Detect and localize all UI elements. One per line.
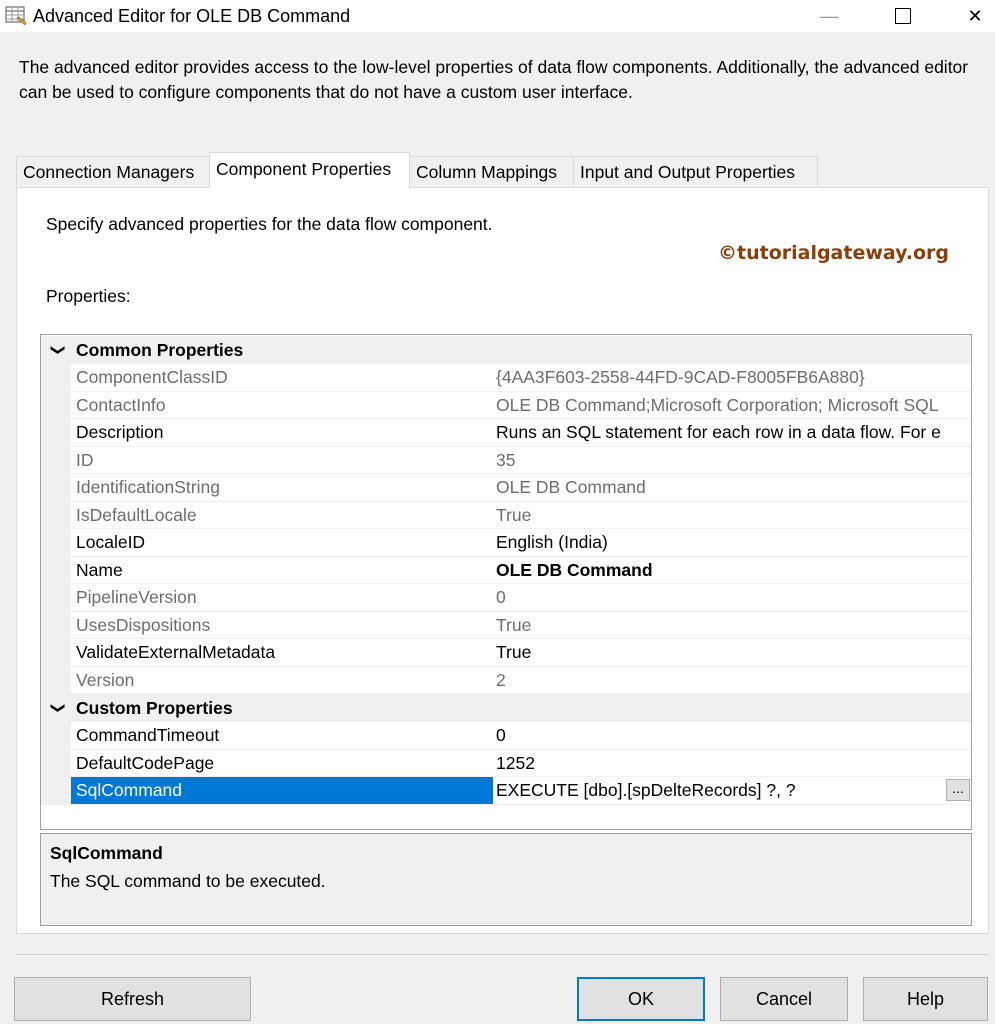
property-row-usesdispositions[interactable]	[41, 612, 971, 640]
property-value[interactable]: 35	[493, 447, 971, 475]
help-text: The SQL command to be executed.	[50, 871, 326, 891]
property-row-pipelineversion[interactable]	[41, 584, 971, 612]
cancel-button[interactable]: Cancel	[720, 977, 848, 1021]
property-name: IsDefaultLocale	[71, 502, 493, 530]
help-button[interactable]: Help	[863, 977, 988, 1021]
category-common-properties[interactable]	[41, 336, 971, 364]
row-gutter	[41, 474, 71, 502]
row-gutter	[41, 392, 71, 420]
property-value[interactable]: OLE DB Command	[493, 474, 971, 502]
property-value[interactable]: 0	[493, 584, 971, 612]
property-name: DefaultCodePage	[71, 750, 493, 778]
app-table-icon	[5, 6, 27, 26]
row-gutter	[41, 419, 71, 447]
tab-component-properties[interactable]: Component Properties	[209, 152, 410, 188]
tab-input-output-properties[interactable]: Input and Output Properties	[573, 156, 818, 186]
property-row-sqlcommand[interactable]	[41, 777, 971, 805]
window-title: Advanced Editor for OLE DB Command	[33, 6, 351, 26]
property-value[interactable]: 0	[493, 722, 971, 750]
row-gutter	[41, 529, 71, 557]
property-name: IdentificationString	[71, 474, 493, 502]
property-value[interactable]: True	[493, 612, 971, 640]
property-name: ComponentClassID	[71, 364, 493, 392]
panel-hint: Specify advanced properties for the data flow component.	[46, 214, 493, 234]
property-name: SqlCommand	[71, 777, 493, 805]
row-gutter	[41, 612, 71, 640]
property-name: Description	[71, 419, 493, 447]
property-name: UsesDispositions	[71, 612, 493, 640]
ok-button[interactable]: OK	[577, 977, 705, 1021]
row-gutter	[41, 750, 71, 778]
category-label: Common Properties	[76, 340, 244, 360]
property-value[interactable]: Runs an SQL statement for each row in a data flow. For e	[493, 419, 971, 447]
row-gutter	[41, 447, 71, 475]
row-gutter	[41, 639, 71, 667]
property-row-name[interactable]	[41, 557, 971, 585]
property-value[interactable]: 1252	[493, 750, 971, 778]
maximize-icon	[895, 8, 911, 24]
property-value[interactable]: EXECUTE [dbo].[spDelteRecords] ?, ?	[493, 777, 971, 805]
row-gutter	[41, 722, 71, 750]
ellipsis-button[interactable]: ...	[946, 779, 970, 801]
row-gutter	[41, 777, 71, 805]
property-name: ID	[71, 447, 493, 475]
property-row-isdefaultlocale[interactable]	[41, 502, 971, 530]
editor-description: The advanced editor provides access to the low-level properties of data flow components. Additionally, the advanced editor can be used to configure components that do not have a custom user interface.	[19, 57, 969, 102]
property-value[interactable]: True	[493, 502, 971, 530]
row-gutter	[41, 364, 71, 392]
property-value[interactable]: English (India)	[493, 529, 971, 557]
property-value[interactable]: 2	[493, 667, 971, 695]
category-custom-properties[interactable]	[41, 694, 971, 722]
property-row-version[interactable]	[41, 667, 971, 695]
close-icon: ✕	[967, 5, 983, 26]
property-row-componentclassid[interactable]	[41, 364, 971, 392]
property-row-id[interactable]	[41, 447, 971, 475]
row-gutter	[41, 502, 71, 530]
chevron-down-icon[interactable]: ❯	[50, 702, 67, 714]
property-name: PipelineVersion	[71, 584, 493, 612]
property-name: Name	[71, 557, 493, 585]
property-name: ValidateExternalMetadata	[71, 639, 493, 667]
property-value[interactable]: OLE DB Command;Microsoft Corporation; Microsoft SQL	[493, 392, 971, 420]
property-row-validateexternalmetadata[interactable]	[41, 639, 971, 667]
category-label: Custom Properties	[76, 698, 233, 718]
property-row-defaultcodepage[interactable]	[41, 750, 971, 778]
row-gutter	[41, 667, 71, 695]
property-value[interactable]: OLE DB Command	[493, 557, 971, 585]
row-gutter	[41, 557, 71, 585]
property-value[interactable]: True	[493, 639, 971, 667]
property-row-description[interactable]	[41, 419, 971, 447]
property-name: Version	[71, 667, 493, 695]
chevron-down-icon[interactable]: ❯	[50, 344, 67, 356]
property-row-commandtimeout[interactable]	[41, 722, 971, 750]
minimize-icon: —	[820, 5, 838, 26]
property-row-localeid[interactable]	[41, 529, 971, 557]
properties-label: Properties:	[46, 286, 131, 306]
property-name: LocaleID	[71, 529, 493, 557]
maximize-button[interactable]	[880, 0, 926, 32]
tab-connection-managers[interactable]: Connection Managers	[16, 156, 210, 186]
separator	[16, 954, 989, 955]
property-help-box	[40, 833, 972, 926]
tab-column-mappings[interactable]: Column Mappings	[409, 156, 574, 186]
help-title: SqlCommand	[50, 843, 163, 863]
row-gutter	[41, 584, 71, 612]
minimize-button[interactable]	[806, 0, 852, 32]
property-row-contactinfo[interactable]	[41, 392, 971, 420]
title-bar	[0, 0, 995, 32]
property-grid[interactable]	[40, 334, 972, 830]
property-name: ContactInfo	[71, 392, 493, 420]
watermark-logo: ©tutorialgateway.org	[718, 242, 950, 264]
property-value[interactable]: {4AA3F603-2558-44FD-9CAD-F8005FB6A880}	[493, 364, 971, 392]
close-button[interactable]	[952, 0, 995, 32]
property-row-identificationstring[interactable]	[41, 474, 971, 502]
refresh-button[interactable]: Refresh	[14, 977, 251, 1021]
property-name: CommandTimeout	[71, 722, 493, 750]
